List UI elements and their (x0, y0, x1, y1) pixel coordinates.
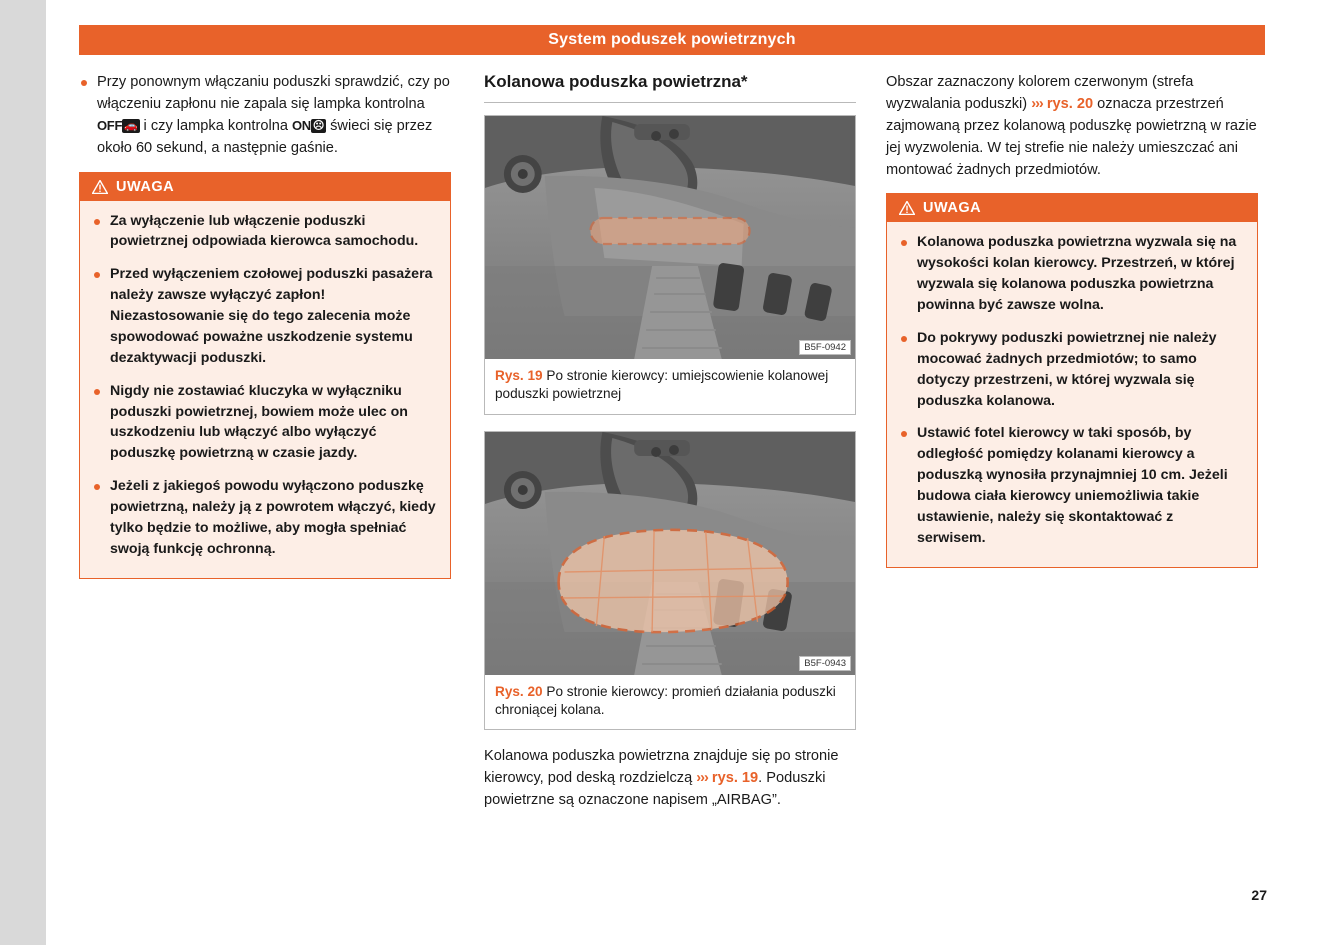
lamp-off-glyph: OFF 🚗 (97, 117, 138, 133)
figure-19 (484, 115, 856, 415)
figure-19-number: Rys. 19 (495, 368, 543, 383)
warning-item: Nigdy nie zostawiać kluczyka w wyłączniku poduszki powietrznej, bowiem może ulec on uszkodzeniu lub włączyć albo wyłączyć poduszkę powietrzną w czasie jazdy. (94, 381, 436, 465)
warning-body (887, 222, 1257, 566)
figure-19-caption (485, 359, 855, 414)
desc-part2: . Poduszki powietrzne są oznaczone napisem „AIRBAG”. (484, 770, 826, 809)
warning-body (80, 201, 450, 578)
column-right (886, 72, 1258, 584)
warning-item: Kolanowa poduszka powietrzna wyzwala się na wysokości kolan kierowcy. Przestrzeń, w której wyzwala się kolanowa poduszka powietrzna powinna być zawsze wolna. (901, 232, 1243, 316)
intro-text-part2: i czy lampka kontrolna (139, 117, 292, 134)
warning-item: Za wyłączenie lub włączenie poduszki powietrznej odpowiada kierowca samochodu. (94, 211, 436, 253)
warning-title: UWAGA (116, 178, 175, 195)
figure-19-caption-text: Po stronie kierowcy: umiejscowienie kolanowej poduszki powietrznej (495, 368, 829, 402)
warning-title: UWAGA (923, 200, 982, 217)
intro-text-part1: Przy ponownym włączaniu poduszki sprawdzić, czy po włączeniu zapłonu nie zapala się lampka kontrolna (97, 74, 450, 112)
warning-item: Do pokrywy poduszki powietrznej nie należy mocować żadnych przedmiotów; to samo dotyczy przestrzeni, w której wyzwala się poduszka kolanowa. (901, 328, 1243, 412)
airbag-off-icon: 🚗 (124, 119, 138, 132)
deployment-zone-description (886, 72, 1258, 181)
warning-header (887, 194, 1257, 222)
warning-triangle-icon (92, 180, 108, 194)
intro-text-part3: świeci się przez około 60 sekund, a następnie gaśnie. (97, 117, 433, 156)
warning-triangle-icon (899, 201, 915, 215)
figure-20 (484, 431, 856, 731)
page-margin-strip (0, 0, 46, 945)
reference-arrow-icon: ››› (1031, 95, 1043, 112)
figure-19-image (485, 116, 855, 359)
reference-arrow-icon: ››› (696, 770, 708, 787)
warning-header (80, 173, 450, 201)
lamp-on-glyph: ON ☹ (292, 117, 325, 133)
page-header (79, 25, 1265, 55)
warning-item: Ustawić fotel kierowcy w taki sposób, by odległość pomiędzy kolanami kierowcy a poduszką wynosiła przynajmniej 10 cm. Jeżeli budowa ciała kierowcy uniemożliwia takie ustawienie, należy się skontaktować z serwisem. (901, 423, 1243, 548)
content-columns (79, 72, 1265, 872)
zone-part2: oznacza przestrzeń zajmowaną przez kolanową poduszkę powietrzną w razie jej wyzwolenia. W tej strefie nie należy umieszczać ani montować żadnych przedmiotów. (886, 95, 1257, 178)
column-middle (484, 72, 856, 824)
figure-19-code: B5F-0942 (799, 340, 851, 355)
figure-20-caption (485, 675, 855, 730)
figure-20-caption-text: Po stronie kierowcy: promień działania poduszki chroniącej kolana. (495, 683, 836, 718)
figure-20-code: B5F-0943 (799, 656, 851, 671)
airbag-on-icon: ☹ (312, 119, 325, 132)
zone-part1: Obszar zaznaczony kolorem czerwonym (strefa wyzwalania poduszki) (886, 74, 1194, 112)
figure-20-number: Rys. 20 (495, 683, 543, 699)
section-title: Kolanowa poduszka powietrzna* (484, 72, 856, 103)
figure-reference-20[interactable]: rys. 20 (1046, 95, 1094, 112)
knee-airbag-description (484, 746, 856, 812)
intro-bullet (79, 72, 451, 160)
desc-part1: Kolanowa poduszka powietrzna znajduje się po stronie kierowcy, pod deską rozdzielczą (484, 748, 839, 787)
figure-20-image (485, 432, 855, 675)
warning-box-right (886, 193, 1258, 567)
figure-reference-19[interactable]: rys. 19 (711, 770, 759, 787)
column-left (79, 72, 451, 595)
warning-item: Jeżeli z jakiegoś powodu wyłączono poduszkę powietrzną, należy ją z powrotem włączyć, kiedy tylko będzie to możliwe, aby mogła spełniać swoją funkcję ochronną. (94, 476, 436, 560)
header-title: System poduszek powietrznych (548, 31, 796, 48)
page-number: 27 (1251, 887, 1267, 903)
warning-box-left (79, 172, 451, 579)
warning-item: Przed wyłączeniem czołowej poduszki pasażera należy zawsze wyłączyć zapłon! Niezastosowanie się do tego zalecenia może spowodować poważne uszkodzenie systemu dezaktywacji poduszki. (94, 264, 436, 368)
